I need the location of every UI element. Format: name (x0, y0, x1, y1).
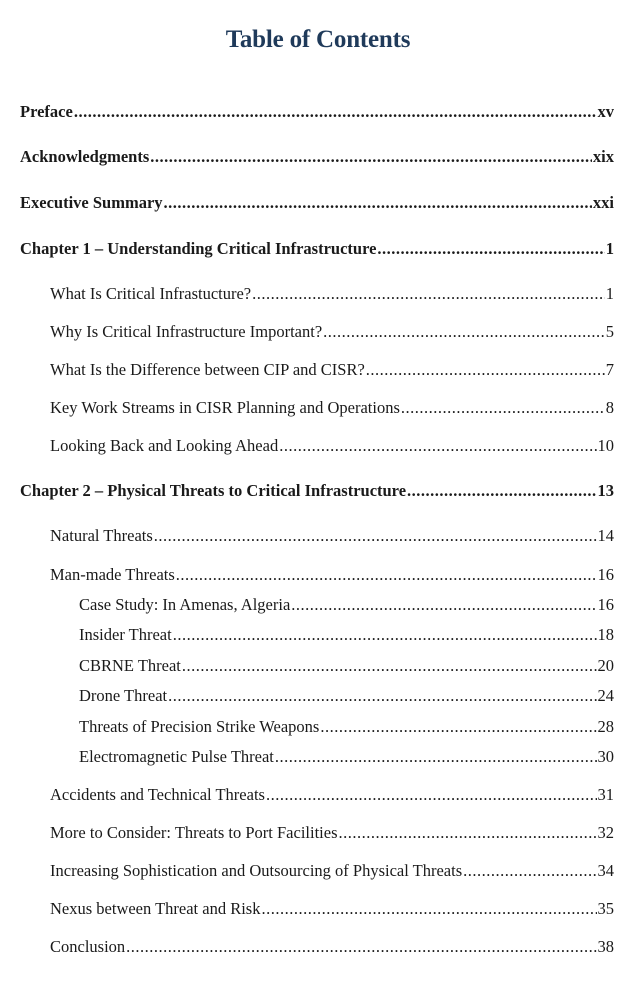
toc-entry-page: 13 (597, 481, 614, 500)
toc-entry-label: Key Work Streams in CISR Planning and Operations (50, 398, 400, 417)
toc-entry-drone-threat[interactable] (79, 685, 614, 707)
toc-entry-page: xxi (592, 193, 614, 212)
toc-entry-page: 38 (597, 937, 614, 956)
dot-leader (463, 860, 596, 882)
toc-entry-man-made-threats[interactable] (50, 564, 614, 586)
page-title: Table of Contents (225, 26, 411, 53)
dot-leader (323, 321, 605, 343)
toc-entry-accidents[interactable] (50, 784, 614, 806)
toc-entry-chapter-1[interactable] (20, 238, 614, 260)
toc-entry-page: 20 (597, 656, 614, 675)
dot-leader (176, 564, 597, 586)
dot-leader (150, 146, 592, 168)
dot-leader (275, 746, 597, 768)
toc-entry-page: 16 (597, 595, 614, 614)
toc-entry-conclusion[interactable] (50, 936, 614, 958)
toc-entry-label: Electromagnetic Pulse Threat (79, 747, 274, 766)
dot-leader (377, 238, 604, 260)
toc-entry-label: What Is the Difference between CIP and CISR? (50, 360, 365, 379)
dot-leader (266, 784, 597, 806)
toc-entry-label: Accidents and Technical Threats (50, 785, 265, 804)
toc-entry-page: xv (597, 102, 614, 121)
toc-entry-cip-vs-cisr[interactable] (50, 359, 614, 381)
dot-leader (279, 435, 596, 457)
toc-entry-page: xix (592, 147, 614, 166)
toc-entry-page: 28 (597, 717, 614, 736)
toc-entry-insider-threat[interactable] (79, 624, 614, 646)
toc-entry-emp-threat[interactable] (79, 746, 614, 768)
toc-entry-sophistication[interactable] (50, 860, 614, 882)
dot-leader (126, 936, 596, 958)
dot-leader (339, 822, 597, 844)
toc-entry-page: 34 (597, 861, 614, 880)
dot-leader (164, 192, 592, 214)
toc-entry-why-ci-important[interactable] (50, 321, 614, 343)
dot-leader (401, 397, 605, 419)
dot-leader (291, 594, 596, 616)
dot-leader (320, 716, 596, 738)
toc-entry-label: Looking Back and Looking Ahead (50, 436, 279, 455)
toc-entry-key-work-streams[interactable] (50, 397, 614, 419)
toc-entry-label: What Is Critical Infrastucture? (50, 284, 252, 303)
toc-entry-nexus[interactable] (50, 898, 614, 920)
toc-entry-label: Chapter 1 – Understanding Critical Infrastructure (20, 239, 377, 258)
toc-entry-page: 5 (605, 322, 614, 341)
toc-entry-label: Executive Summary (20, 193, 163, 212)
toc-entry-label: Conclusion (50, 937, 126, 956)
toc-entry-label: Preface (20, 102, 73, 121)
toc-entry-page: 24 (597, 686, 614, 705)
toc-entry-what-is-ci[interactable] (50, 283, 614, 305)
toc-entry-page: 1 (605, 239, 614, 258)
toc-entry-page: 35 (597, 899, 614, 918)
toc-entry-label: Chapter 2 – Physical Threats to Critical Infrastructure (20, 481, 407, 500)
toc-entry-page: 32 (597, 823, 614, 842)
dot-leader (173, 624, 597, 646)
toc-entry-page: 8 (605, 398, 614, 417)
toc-entry-page: 1 (605, 284, 614, 303)
toc-entry-page: 18 (597, 625, 614, 644)
toc-entry-label: Man-made Threats (50, 565, 175, 584)
toc-entry-natural-threats[interactable] (50, 525, 614, 547)
toc-entry-label: Why Is Critical Infrastructure Important? (50, 322, 323, 341)
toc-entry-label: CBRNE Threat (79, 656, 181, 675)
toc-entry-page: 16 (597, 565, 614, 584)
toc-entry-cbrne-threat[interactable] (79, 655, 614, 677)
toc-entry-preface[interactable] (20, 101, 614, 123)
toc-entry-label: Case Study: In Amenas, Algeria (79, 595, 291, 614)
toc-entry-label: Acknowledgments (20, 147, 150, 166)
toc-entry-page: 14 (597, 526, 614, 545)
dot-leader (252, 283, 605, 305)
toc-entry-label: Natural Threats (50, 526, 153, 545)
dot-leader (261, 898, 596, 920)
toc-entry-case-study[interactable] (79, 594, 614, 616)
dot-leader (407, 480, 596, 502)
dot-leader (366, 359, 605, 381)
toc-entry-label: Nexus between Threat and Risk (50, 899, 261, 918)
toc-entry-port-facilities[interactable] (50, 822, 614, 844)
toc-entry-page: 10 (597, 436, 614, 455)
dot-leader (154, 525, 597, 547)
toc-entry-label: Threats of Precision Strike Weapons (79, 717, 320, 736)
dot-leader (168, 685, 596, 707)
toc-entry-page: 7 (605, 360, 614, 379)
toc-entry-label: Increasing Sophistication and Outsourcing of Physical Threats (50, 861, 463, 880)
toc-entry-executive-summary[interactable] (20, 192, 614, 214)
toc-entry-page: 31 (597, 785, 614, 804)
toc-entry-page: 30 (597, 747, 614, 766)
toc-entry-label: Drone Threat (79, 686, 168, 705)
toc-entry-looking-back[interactable] (50, 435, 614, 457)
toc-entry-label: More to Consider: Threats to Port Facilities (50, 823, 338, 842)
dot-leader (182, 655, 597, 677)
toc-entry-label: Insider Threat (79, 625, 172, 644)
toc-entry-acknowledgments[interactable] (20, 146, 614, 168)
dot-leader (74, 101, 597, 123)
toc-entry-precision-strike[interactable] (79, 716, 614, 738)
toc-entry-chapter-2[interactable] (20, 480, 614, 502)
